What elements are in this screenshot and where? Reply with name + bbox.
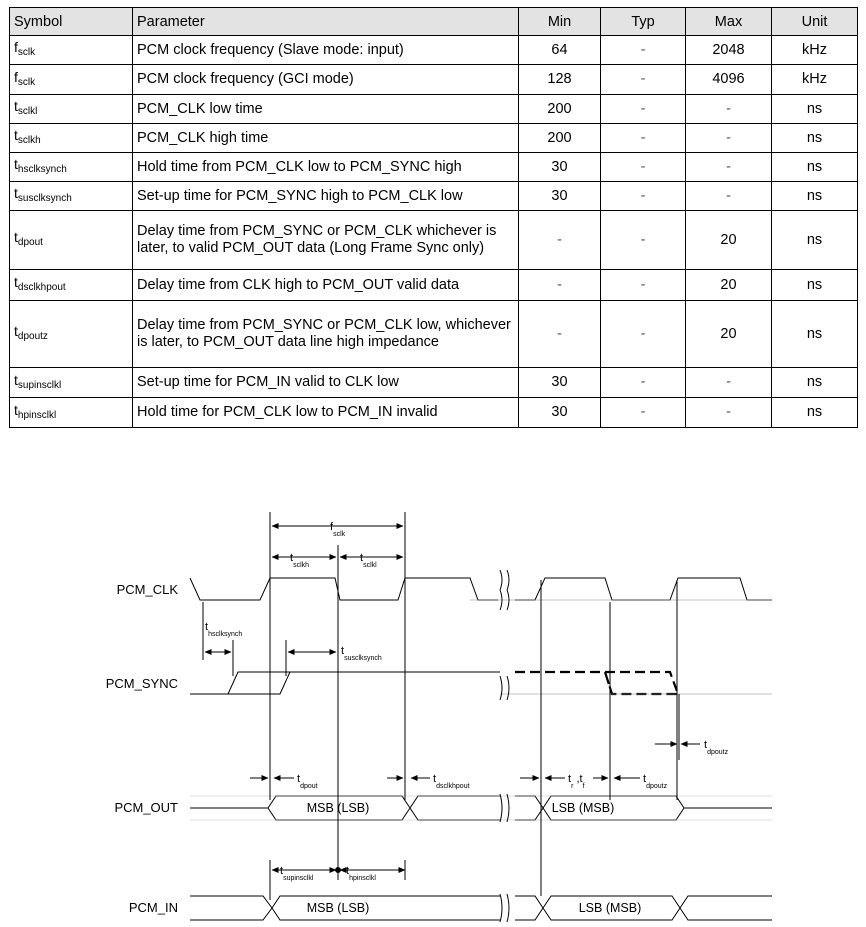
unit-cell: ns — [772, 301, 858, 368]
table-row — [10, 65, 858, 95]
symbol-base: f — [14, 39, 18, 55]
symbol-base: t — [14, 98, 18, 114]
table-row — [10, 95, 858, 124]
pcm-in-lsb-bus — [515, 896, 772, 920]
header-min: Min — [519, 8, 601, 36]
min-cell: - — [519, 211, 601, 270]
pcm-clk-waveform — [190, 578, 498, 600]
unit-cell: kHz — [772, 65, 858, 95]
symbol-cell — [10, 65, 133, 95]
break-mark-in — [500, 894, 509, 922]
max-cell: - — [686, 124, 772, 153]
label-tdpout: $t_{dpout}$ — [297, 773, 318, 790]
symbol-cell — [10, 36, 133, 65]
table-header-row — [10, 8, 858, 36]
max-cell: 20 — [686, 270, 772, 301]
in-lsb-label: LSB (MSB) — [578, 901, 642, 915]
break-mark-sync — [500, 676, 509, 700]
symbol-subscript: dpout — [17, 237, 43, 248]
in-msb-label: MSB (LSB) — [306, 901, 370, 915]
typ-cell: - — [601, 270, 686, 301]
symbol-subscript: sclkh — [17, 135, 41, 146]
label-tdpoutz-2: $t_{dpoutz}$ — [643, 773, 668, 790]
symbol-base: f — [14, 68, 18, 85]
symbol-subscript: hpinsclkl — [17, 409, 57, 421]
unit-cell: ns — [772, 124, 858, 153]
parameter-cell: Delay time from CLK high to PCM_OUT valid data — [133, 270, 519, 301]
min-cell: 200 — [519, 95, 601, 124]
symbol-base: t — [14, 127, 18, 143]
max-cell: - — [686, 398, 772, 428]
min-cell: 128 — [519, 65, 601, 95]
max-cell: 4096 — [686, 65, 772, 95]
unit-cell: ns — [772, 211, 858, 270]
parameter-cell: Hold time for PCM_CLK low to PCM_IN invalid — [133, 398, 519, 428]
pcm-sync-waveform — [190, 672, 500, 694]
typ-cell: - — [601, 153, 686, 182]
out-msb-label: MSB (LSB) — [306, 801, 370, 815]
arrow-junction-dot — [336, 868, 341, 873]
unit-cell: ns — [772, 270, 858, 301]
max-cell: - — [686, 182, 772, 211]
typ-cell: - — [601, 301, 686, 368]
label-tdsclkhpout: $t_{dsclkhpout}$ — [433, 773, 470, 790]
table-row — [10, 153, 858, 182]
min-cell: - — [519, 270, 601, 301]
header-unit: Unit — [772, 8, 858, 36]
max-cell: 2048 — [686, 36, 772, 65]
typ-cell: - — [601, 182, 686, 211]
table-row — [10, 124, 858, 153]
min-cell: 30 — [519, 398, 601, 428]
table-row — [10, 36, 858, 65]
symbol-cell — [10, 153, 133, 182]
table-row — [10, 270, 858, 301]
table-row — [10, 301, 858, 368]
min-cell: 30 — [519, 153, 601, 182]
out-lsb-label: LSB (MSB) — [551, 801, 615, 815]
symbol-subscript: supinsclkl — [17, 379, 62, 391]
unit-cell: ns — [772, 182, 858, 211]
label-thpinsclkl: $t_{hpinsclkl}$ — [346, 865, 376, 882]
pcm-out-next-bus — [410, 796, 500, 820]
symbol-subscript: susclksynch — [17, 193, 72, 204]
parameter-cell: PCM_CLK high time — [133, 124, 519, 153]
signal-label-pcm-clk: PCM_CLK — [116, 582, 178, 597]
unit-cell: kHz — [772, 36, 858, 65]
pcm-sync-setup-window — [228, 672, 290, 694]
min-cell: 30 — [519, 182, 601, 211]
symbol-base: t — [14, 323, 18, 339]
min-cell: 200 — [519, 124, 601, 153]
symbol-subscript: sclkl — [17, 106, 38, 117]
symbol-subscript: dpoutz — [17, 331, 48, 342]
max-cell: 20 — [686, 301, 772, 368]
typ-cell: - — [601, 398, 686, 428]
typ-cell: - — [601, 95, 686, 124]
label-tsclkl: $t_{sclkl}$ — [360, 552, 377, 569]
parameter-cell: PCM clock frequency (GCI mode) — [133, 65, 519, 95]
max-cell: - — [686, 95, 772, 124]
symbol-base: t — [14, 274, 18, 290]
min-cell: 64 — [519, 36, 601, 65]
signal-label-pcm-sync: PCM_SYNC — [105, 676, 178, 691]
parameter-cell: Hold time from PCM_CLK low to PCM_SYNC high — [133, 153, 519, 182]
symbol-cell — [10, 398, 133, 428]
typ-cell: - — [601, 368, 686, 398]
header-max: Max — [686, 8, 772, 36]
symbol-cell — [10, 124, 133, 153]
symbol-base: t — [14, 371, 18, 388]
unit-cell: ns — [772, 153, 858, 182]
symbol-subscript: sclk — [17, 47, 36, 58]
parameter-cell: Delay time from PCM_SYNC or PCM_CLK low, whichever is later, to PCM_OUT data line high impedance — [133, 301, 519, 368]
label-tr-tf: $t_r$ $,t_f$ — [568, 773, 585, 790]
symbol-subscript: dsclkhpout — [17, 282, 66, 293]
label-tsupinsclkl: $t_{supinsclkl}$ — [280, 865, 314, 882]
symbol-cell — [10, 270, 133, 301]
header-typ: Typ — [601, 8, 686, 36]
label-thsclksynch: $t_{hsclksynch}$ — [205, 621, 243, 638]
break-mark-clk — [500, 570, 509, 610]
typ-cell: - — [601, 36, 686, 65]
symbol-cell — [10, 211, 133, 270]
header-parameter: Parameter — [133, 8, 519, 36]
parameter-cell: Delay time from PCM_SYNC or PCM_CLK whichever is later, to valid PCM_OUT data (Long Frame Sync only) — [133, 211, 519, 270]
symbol-cell — [10, 301, 133, 368]
pcm-timing-diagram — [0, 495, 866, 927]
min-cell: 30 — [519, 368, 601, 398]
header-symbol: Symbol — [10, 8, 133, 36]
label-fsclk: $f_{sclk}$ — [330, 521, 346, 538]
signal-label-pcm-out: PCM_OUT — [114, 800, 178, 815]
max-cell: 20 — [686, 211, 772, 270]
symbol-subscript: sclk — [17, 76, 36, 88]
symbol-base: t — [14, 156, 18, 172]
unit-cell: ns — [772, 95, 858, 124]
unit-cell: ns — [772, 368, 858, 398]
parameter-cell: PCM clock frequency (Slave mode: input) — [133, 36, 519, 65]
label-tdpoutz: $t_{dpoutz}$ — [704, 739, 729, 756]
table-row — [10, 398, 858, 428]
symbol-base: t — [14, 185, 18, 201]
label-tsusclksynch: $t_{susclksynch}$ — [341, 645, 382, 662]
typ-cell: - — [601, 211, 686, 270]
parameter-cell: Set-up time for PCM_IN valid to CLK low — [133, 368, 519, 398]
label-tsclkh: $t_{sclkh}$ — [290, 552, 310, 569]
max-cell: - — [686, 368, 772, 398]
pcm-sync-dashed — [515, 672, 678, 694]
unit-cell: ns — [772, 398, 858, 428]
table-row — [10, 182, 858, 211]
table-row — [10, 368, 858, 398]
pcm-clk-waveform-continued — [515, 578, 772, 600]
symbol-cell — [10, 368, 133, 398]
signal-label-pcm-in: PCM_IN — [128, 900, 178, 915]
parameter-cell: PCM_CLK low time — [133, 95, 519, 124]
symbol-cell — [10, 95, 133, 124]
max-cell: - — [686, 153, 772, 182]
break-mark-out — [500, 794, 509, 822]
symbol-base: t — [14, 401, 18, 418]
symbol-cell — [10, 182, 133, 211]
parameter-cell: Set-up time for PCM_SYNC high to PCM_CLK low — [133, 182, 519, 211]
table-row — [10, 211, 858, 270]
typ-cell: - — [601, 124, 686, 153]
symbol-subscript: hsclksynch — [17, 164, 67, 175]
symbol-base: t — [14, 229, 18, 245]
timing-parameters-table — [9, 7, 858, 428]
typ-cell: - — [601, 65, 686, 95]
min-cell: - — [519, 301, 601, 368]
